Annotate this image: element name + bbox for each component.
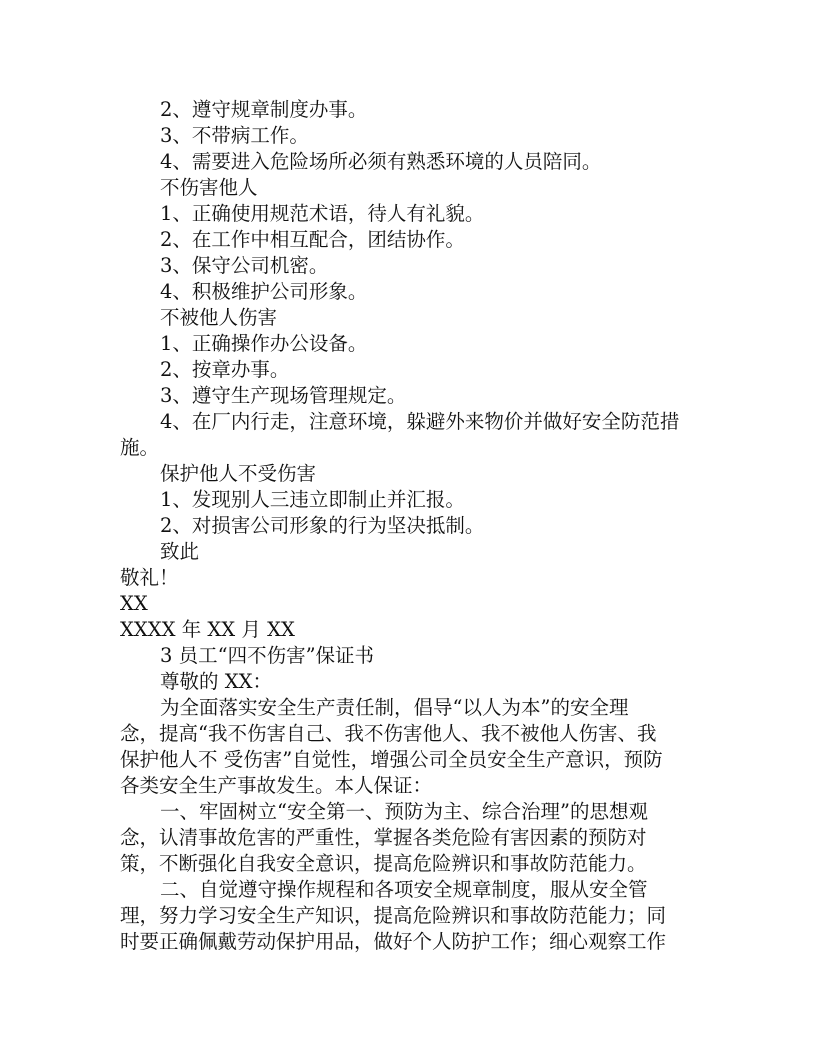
text-line: 敬礼！ [120, 566, 179, 589]
text-line: 2、遵守规章制度办事。 [160, 98, 368, 121]
text-line: 2、对损害公司形象的行为坚决抵制。 [160, 514, 485, 537]
text-line: 二、自觉遵守操作规程和各项安全规章制度，服从安全管 [160, 878, 648, 901]
text-line: 施。 [120, 436, 160, 459]
text-line: 尊敬的 XX： [160, 670, 272, 693]
text-line: 策，不断强化自我安全意识，提高危险辨识和事故防范能力。 [120, 852, 647, 875]
text-line: 保护他人不受伤害 [160, 462, 317, 485]
text-line: 保护他人不 受伤害”自觉性，增强公司全员安全生产意识，预防 [120, 748, 663, 771]
text-line: 2、按章办事。 [160, 358, 290, 381]
text-line: 一、牢固树立“安全第一、预防为主、综合治理”的思想观 [160, 800, 648, 823]
text-line: XXXX 年 XX 月 XX [120, 618, 295, 641]
text-line: 时要正确佩戴劳动保护用品，做好个人防护工作；细心观察工作 [120, 930, 667, 953]
text-line: 3、不带病工作。 [160, 124, 309, 147]
text-line: 2、在工作中相互配合，团结协作。 [160, 228, 465, 251]
text-line: 3 员工“四不伤害”保证书 [160, 644, 375, 667]
text-line: 3、保守公司机密。 [160, 254, 329, 277]
text-line: 致此 [160, 540, 200, 563]
text-line: 各类安全生产事故发生。本人保证： [120, 774, 433, 797]
text-line: 3、遵守生产现场管理规定。 [160, 384, 407, 407]
text-line: 不被他人伤害 [160, 306, 278, 329]
text-line: 念，提高“我不伤害自己、我不伤害他人、我不被他人伤害、我 [120, 722, 657, 745]
text-line: 4、需要进入危险场所必须有熟悉环境的人员陪同。 [160, 150, 602, 173]
text-line: XX [120, 592, 148, 615]
text-line: 念，认清事故危害的严重性，掌握各类危险有害因素的预防对 [120, 826, 647, 849]
text-line: 理，努力学习安全生产知识，提高危险辨识和事故防范能力；同 [120, 904, 667, 927]
text-line: 4、积极维护公司形象。 [160, 280, 368, 303]
text-line: 1、发现别人三违立即制止并汇报。 [160, 488, 465, 511]
text-line: 1、正确操作办公设备。 [160, 332, 368, 355]
text-line: 1、正确使用规范术语，待人有礼貌。 [160, 202, 485, 225]
text-line: 为全面落实安全生产责任制，倡导“以人为本”的安全理 [160, 696, 629, 719]
text-line: 4、在厂内行走，注意环境，躲避外来物价并做好安全防范措 [160, 410, 680, 433]
text-line: 不伤害他人 [160, 176, 258, 199]
